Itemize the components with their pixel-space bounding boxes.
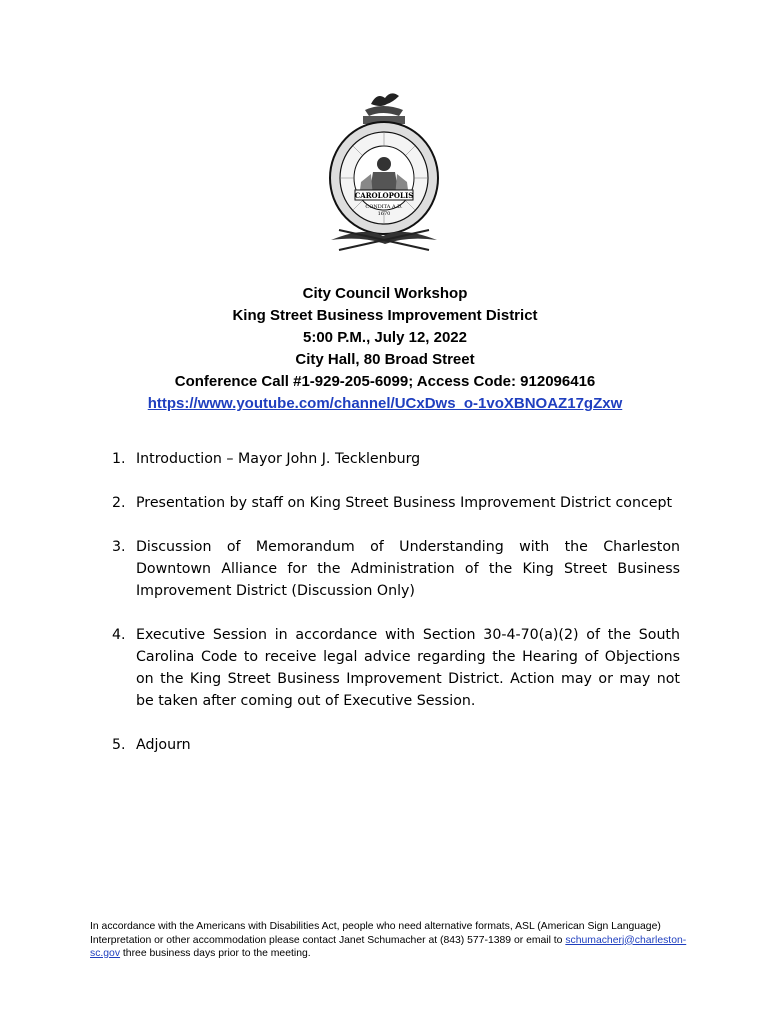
ada-notice-text-end: three business days prior to the meeting. bbox=[122, 948, 311, 959]
agenda-item bbox=[112, 492, 680, 514]
agenda-item bbox=[112, 448, 680, 470]
meeting-datetime: 5:00 P.M., July 12, 2022 bbox=[303, 329, 467, 346]
agenda-item-text: Discussion of Memorandum of Understanding with the Charleston Downtown Alliance for the Administration of the King Street Business Improvement District (Discussion Only) bbox=[136, 539, 680, 599]
agenda-item-text: Executive Session in accordance with Section 30-4-70(a)(2) of the South Carolina Code to receive legal advice regarding the Hearing of Objections on the King Street Business Improvement District. Action may or may not be taken after coming out of Executive Session. bbox=[136, 627, 680, 709]
contact-email-link[interactable]: schumacherj@charleston-sc.gov bbox=[90, 934, 687, 959]
agenda-item-number: 2. bbox=[112, 495, 126, 511]
agenda-item bbox=[112, 734, 680, 756]
agenda-item-text: Presentation by staff on King Street Business Improvement District concept bbox=[136, 495, 673, 511]
agenda-item-number: 3. bbox=[112, 539, 126, 555]
agenda-item-number: 4. bbox=[112, 627, 126, 643]
conference-call-info: Conference Call #1-929-205-6099; Access Code: 912096416 bbox=[174, 373, 596, 390]
agenda-item-text: Introduction – Mayor John J. Tecklenburg bbox=[136, 451, 421, 467]
agenda-item bbox=[112, 624, 680, 712]
meeting-header bbox=[0, 283, 770, 415]
meeting-location: City Hall, 80 Broad Street bbox=[295, 351, 475, 368]
agenda-item-number: 1. bbox=[112, 451, 126, 467]
agenda-item bbox=[112, 536, 680, 602]
meeting-subtitle: King Street Business Improvement District bbox=[232, 307, 538, 324]
ada-notice bbox=[90, 920, 690, 961]
agenda-item-number: 5. bbox=[112, 737, 126, 753]
ada-notice-text: In accordance with the Americans with Disabilities Act, people who need alternative formats, ASL (American Sign Language) Interpretation or other accommodation please contact Janet Schumacher at (843) 577-1389 or email to bbox=[90, 921, 661, 946]
city-seal-icon bbox=[325, 90, 443, 258]
seal-condita-text: CONDITA A.D. bbox=[365, 204, 403, 210]
youtube-link[interactable]: https://www.youtube.com/channel/UCxDws_o-1voXBNOAZ17gZxw bbox=[147, 395, 623, 412]
meeting-title: City Council Workshop bbox=[302, 285, 468, 302]
agenda-item-text: Adjourn bbox=[136, 737, 191, 753]
seal-year-text: 1670 bbox=[377, 211, 391, 217]
seal-banner-text: CAROLOPOLIS bbox=[354, 191, 414, 200]
agenda-list bbox=[112, 448, 680, 778]
